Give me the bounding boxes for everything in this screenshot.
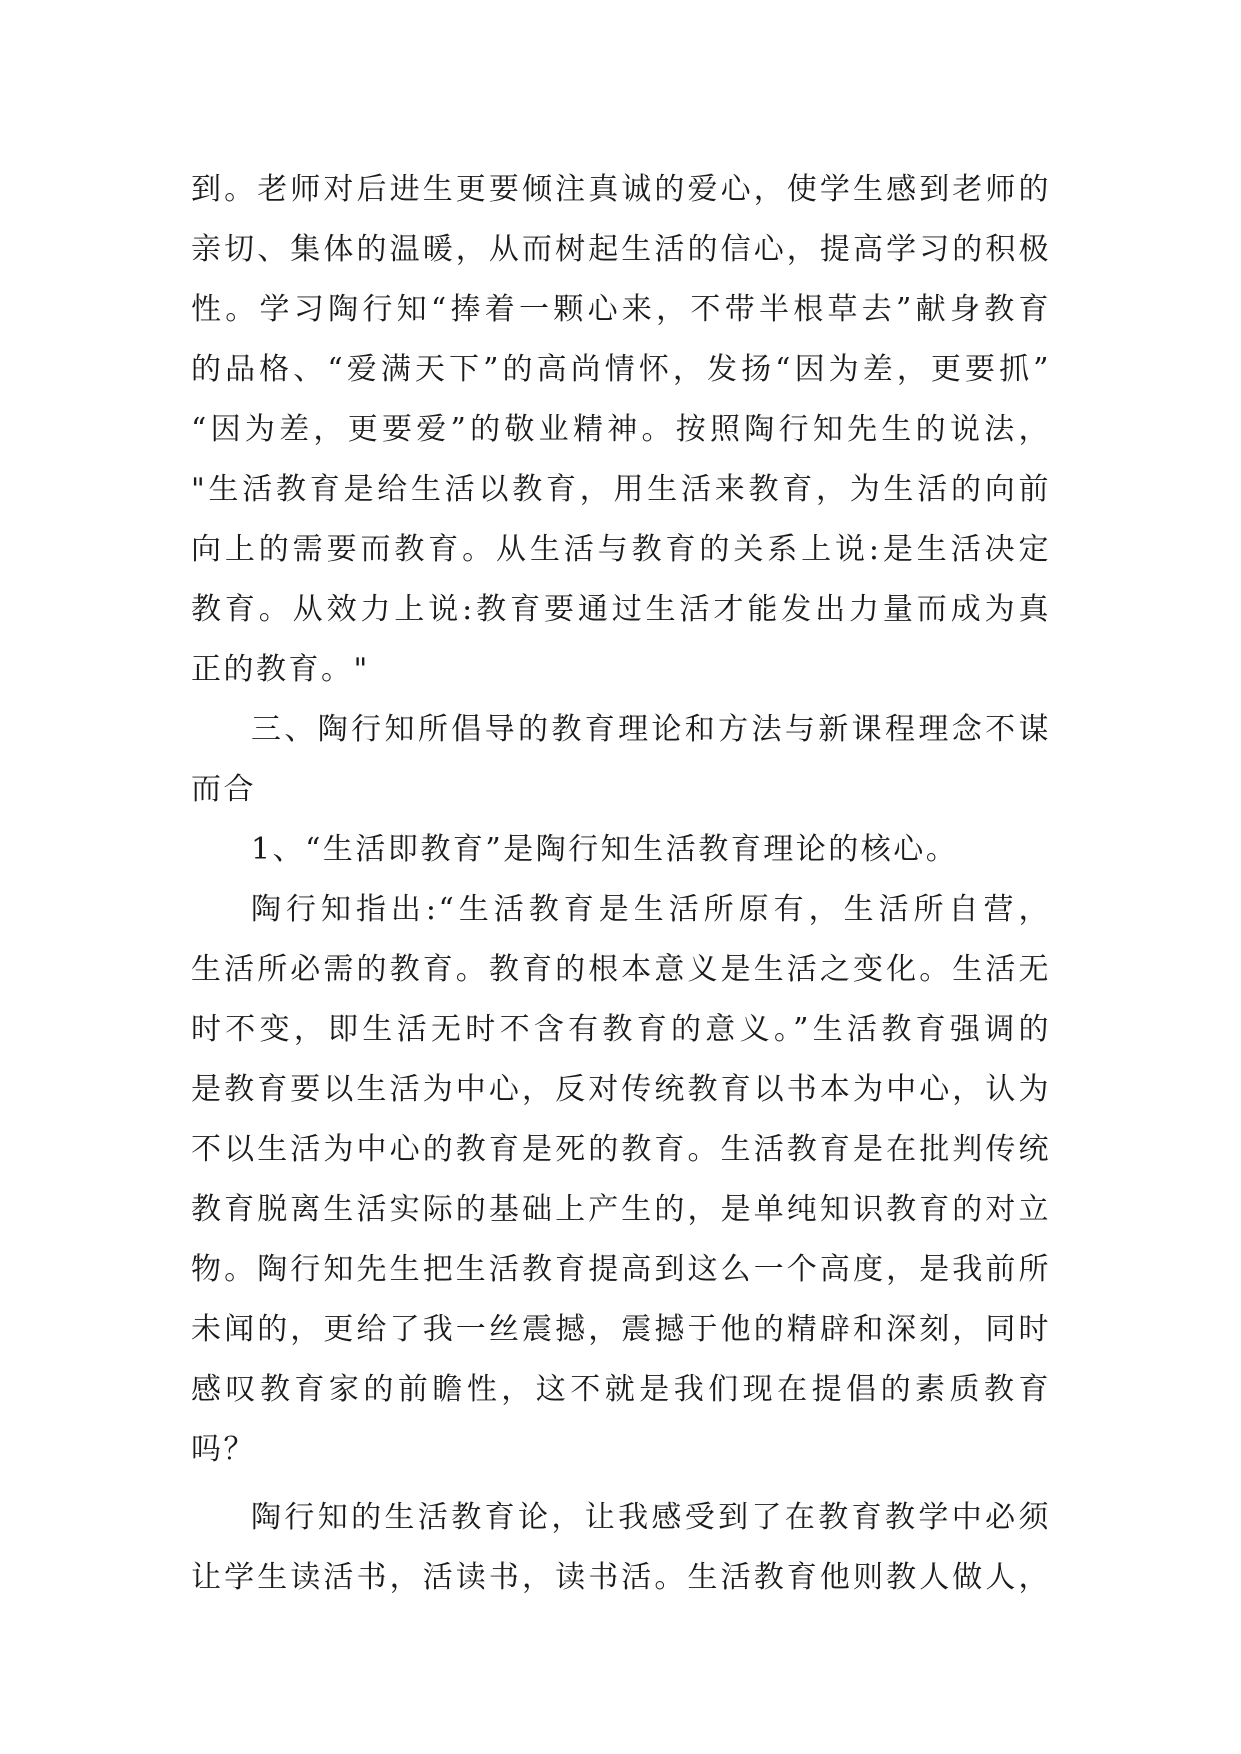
subsection-heading: 1、“生活即教育”是陶行知生活教育理论的核心。 [251,832,959,867]
text-line: 未闻的，更给了我一丝震撼，震撼于他的精辟和深刻，同时 [191,1312,1051,1347]
text-line: 生活所必需的教育。教育的根本意义是生活之变化。生活无 [191,952,1051,987]
text-line: 让学生读活书，活读书，读书活。生活教育他则教人做人， [191,1560,1051,1595]
text-line: 教育脱离生活实际的基础上产生的，是单纯知识教育的对立 [191,1192,1051,1227]
text-line: 向上的需要而教育。从生活与教育的关系上说:是生活决定 [191,532,1051,567]
text-line: 时不变，即生活无时不含有教育的意义。”生活教育强调的 [191,1012,1051,1047]
text-line: 吗？ [191,1432,256,1467]
text-line: "生活教育是给生活以教育，用生活来教育，为生活的向前 [191,472,1051,507]
text-line: 教育。从效力上说:教育要通过生活才能发出力量而成为真 [191,592,1051,627]
text-line: 是教育要以生活为中心，反对传统教育以书本为中心，认为 [191,1072,1051,1107]
text-line: 到。老师对后进生更要倾注真诚的爱心，使学生感到老师的 [191,172,1051,207]
text-line: “因为差，更要爱”的敬业精神。按照陶行知先生的说法， [191,412,1051,447]
text-line: 陶行知指出:“生活教育是生活所原有，生活所自营， [251,892,1051,927]
text-line: 感叹教育家的前瞻性，这不就是我们现在提倡的素质教育 [191,1372,1051,1407]
text-line: 亲切、集体的温暖，从而树起生活的信心，提高学习的积极 [191,232,1051,267]
text-line: 陶行知的生活教育论，让我感受到了在教育教学中必须 [251,1500,1051,1535]
text-line: 物。陶行知先生把生活教育提高到这么一个高度，是我前所 [191,1252,1051,1287]
text-line: 正的教育。" [191,652,370,687]
section-heading-continued: 而合 [191,772,256,807]
section-heading: 三、陶行知所倡导的教育理论和方法与新课程理念不谋 [251,712,1051,747]
text-line: 性。学习陶行知“捧着一颗心来，不带半根草去”献身教育 [191,292,1051,327]
text-line: 不以生活为中心的教育是死的教育。生活教育是在批判传统 [191,1132,1051,1167]
body-text [191,160,1051,1608]
text-line: 的品格、“爱满天下”的高尚情怀，发扬“因为差，更要抓” [191,352,1051,387]
